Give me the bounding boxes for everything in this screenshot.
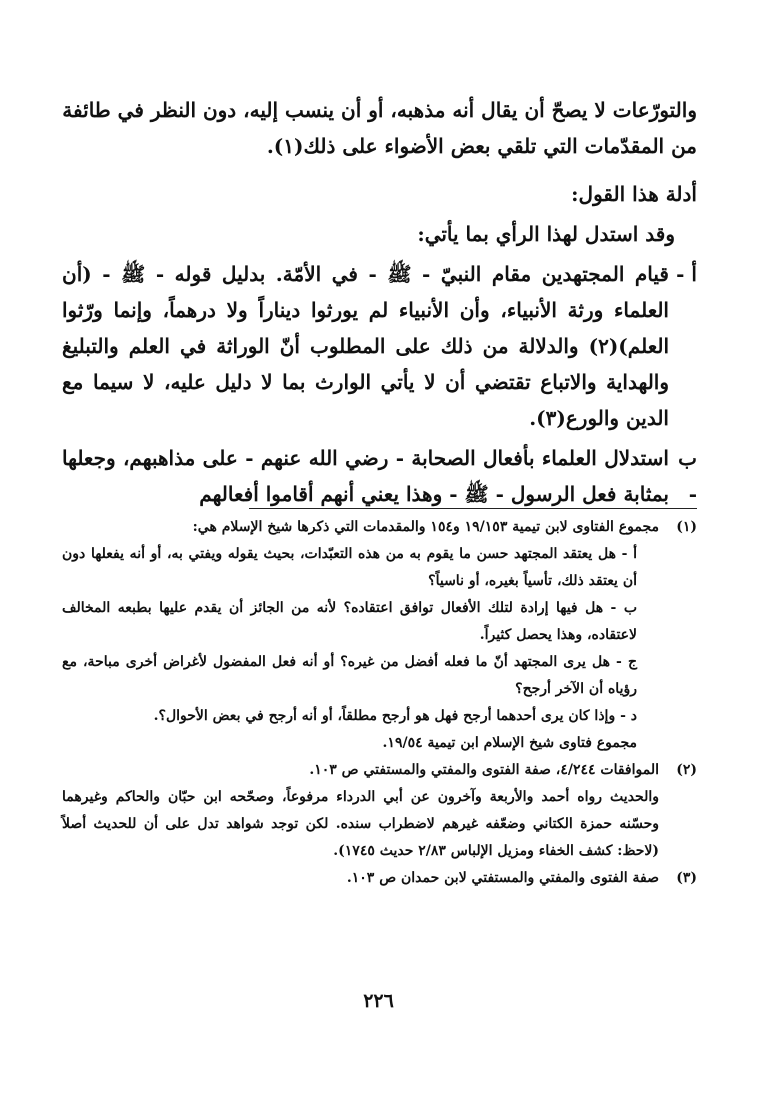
footnote-text: مجموع الفتاوى لابن تيمية ١٩/١٥٣ و١٥٤ والمقدمات التي ذكرها شيخ الإسلام هي:	[192, 519, 659, 535]
intro-paragraph: والتورّعات لا يصحّ أن يقال أنه مذهبه، أو أن ينسب إليه، دون النظر في طائفة من المقدّمات التي تلقي بعض الأضواء على ذلك(١).	[62, 98, 697, 158]
footnotes	[62, 514, 697, 892]
footnote-text: صفة الفتوى والمفتي والمستفتي لابن حمدان ص ١٠٣.	[346, 870, 659, 886]
section-heading: أدلة هذا القول:	[571, 182, 697, 206]
footnote-subitem: ج - هل يرى المجتهد أنّ ما فعله أفضل من غيره؟ أو أنه فعل المفضول لأغراض أخرى مباحة، مع رؤياه أن الآخر أرجح؟	[62, 654, 637, 697]
item-text: قيام المجتهدين مقام النبيّ - ﷺ - في الأمّة. بدليل قوله - ﷺ - (أن العلماء ورثة الأنبياء، وأن الأنبياء لم يورثوا ديناراً ولا درهماً، وإنما ورّثوا العلم)(٢) والدلالة من ذلك على المطلوب أنّ الوراثة في العلم والتبليغ والهداية والاتباع تقتضي أن لا يأتي الوارث بما لا دليل عليه، لا سيما مع الدين والورع(٣).	[62, 262, 669, 430]
footnote-separator	[249, 508, 697, 509]
footnote-1	[62, 514, 697, 757]
footnote-subitem: أ - هل يعتقد المجتهد حسن ما يقوم به من هذه التعبّدات، بحيث يقوله ويفتي به، أو أنه يفعلها دون أن يعتقد ذلك، تأسياً بغيره، أو ناسياً؟	[62, 546, 637, 589]
footnote-subitem: ب - هل فيها إرادة لتلك الأفعال توافق اعتقاده؟ لأنه من الجائز أن يقدم عليها بطبعه المخالف لاعتقاده، وهذا يحصل كثيراً.	[62, 600, 637, 643]
footnote-subitem: د - وإذا كان يرى أحدهما أرجح فهل هو أرجح مطلقاً، أو أنه أرجح في بعض الأحوال؟.	[153, 708, 637, 724]
footnote-number: (٢)	[676, 762, 697, 778]
item-text: استدلال العلماء بأفعال الصحابة - رضي الله عنهم - على مذاهبهم، وجعلها بمثابة فعل الرسول - ﷺ - وهذا يعني أنهم أقاموا أفعالهم	[62, 446, 669, 506]
main-text	[62, 92, 697, 512]
item-marker: أ -	[676, 262, 697, 286]
footnote-2	[62, 757, 697, 865]
evidence-item-b	[62, 440, 697, 512]
footnote-3	[62, 865, 697, 892]
footnote-source: مجموع فتاوى شيخ الإسلام ابن تيمية ١٩/٥٤.	[382, 735, 637, 751]
lead-paragraph: وقد استدل لهذا الرأي بما يأتي:	[417, 222, 675, 246]
footnote-text: الموافقات ٤/٢٤٤، صفة الفتوى والمفتي والمستفتي ص ١٠٣.	[309, 762, 659, 778]
evidence-item-a	[62, 256, 697, 436]
item-marker: ب -	[678, 446, 697, 506]
footnote-number: (١)	[676, 519, 697, 535]
footnote-text: والحديث رواه أحمد والأربعة وآخرون عن أبي الدرداء مرفوعاً، وصحّحه ابن حبّان والحاكم وغيرهما وحسّنه حمزة الكتاني وضعّفه غيرهم لاضطراب سنده. لكن توجد شواهد تدل على أن للحديث أصلاً (لاحظ: كشف الخفاء ومزيل الإلباس ٢/٨٣ حديث ١٧٤٥).	[62, 789, 659, 859]
footnote-number: (٣)	[676, 870, 697, 886]
page-number: ٢٢٦	[363, 990, 394, 1012]
